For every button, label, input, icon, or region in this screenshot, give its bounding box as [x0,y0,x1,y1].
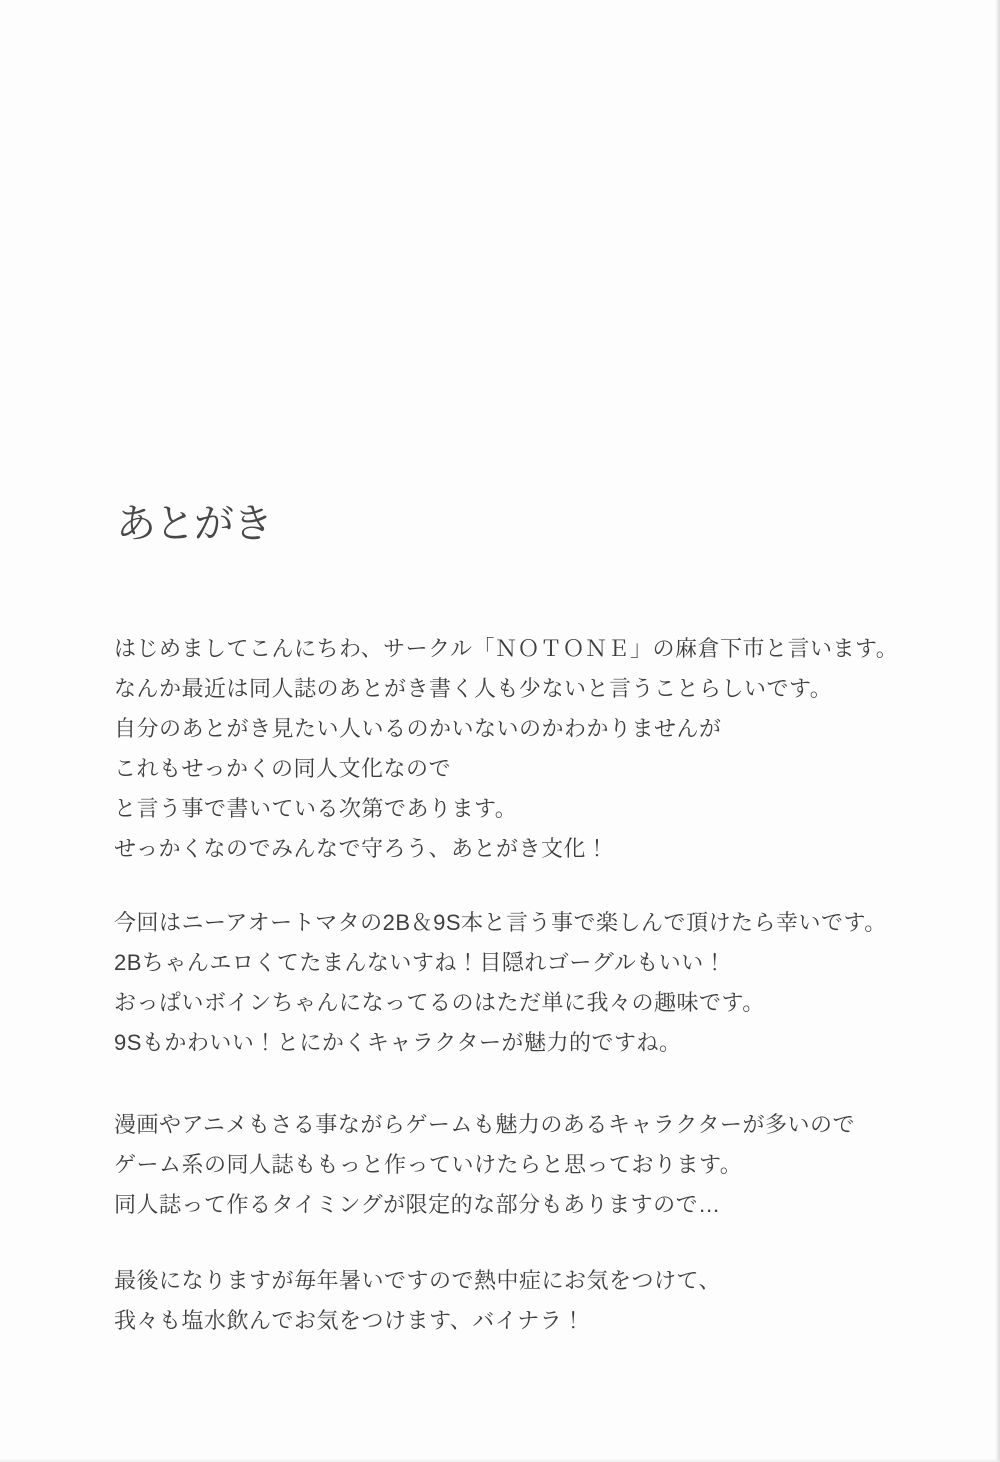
text-line: 最後になりますが毎年暑いですので熱中症にお気をつけて、 [114,1268,722,1293]
text-line: 2Bちゃんエロくてたまんないすね！目隠れゴーグルもいい！ [114,950,727,975]
text-line: おっぱいボインちゃんになってるのはただ単に我々の趣味です。 [114,990,765,1015]
paragraph-games [114,1105,914,1225]
paragraph-intro [114,629,914,869]
paragraph-closing [114,1261,914,1341]
text-line: なんか最近は同人誌のあとがき書く人も少ないと言うことらしいです。 [114,676,833,701]
text-line: 我々も塩水飲んでお気をつけます、バイナラ！ [114,1308,585,1333]
text-line: はじめましてこんにちわ、サークル「ＮＯＴＯＮＥ」の麻倉下市と言います。 [114,636,899,661]
paragraph-about-book [114,903,914,1063]
text-line: と言う事で書いている次第であります。 [114,796,518,821]
text-line: 同人誌って作るタイミングが限定的な部分もありますので… [114,1192,721,1217]
text-line: これもせっかくの同人文化なので [114,756,452,781]
page-scan-edge [995,0,1000,1462]
text-line: 9Sもかわいい！とにかくキャラクターが魅力的ですね。 [114,1030,682,1055]
text-line: 自分のあとがき見たい人いるのかいないのかわかりませんが [114,716,722,741]
page-title: あとがき [116,502,272,546]
text-line: ゲーム系の同人誌ももっと作っていけたらと思っております。 [114,1152,743,1177]
text-line: 漫画やアニメもさる事ながらゲームも魅力のあるキャラクターが多いので [114,1112,855,1137]
text-line: せっかくなのでみんなで守ろう、あとがき文化！ [114,836,609,861]
text-line: 今回はニーアオートマタの2B＆9S本と言う事で楽しんで頂けたら幸いです。 [114,910,887,935]
